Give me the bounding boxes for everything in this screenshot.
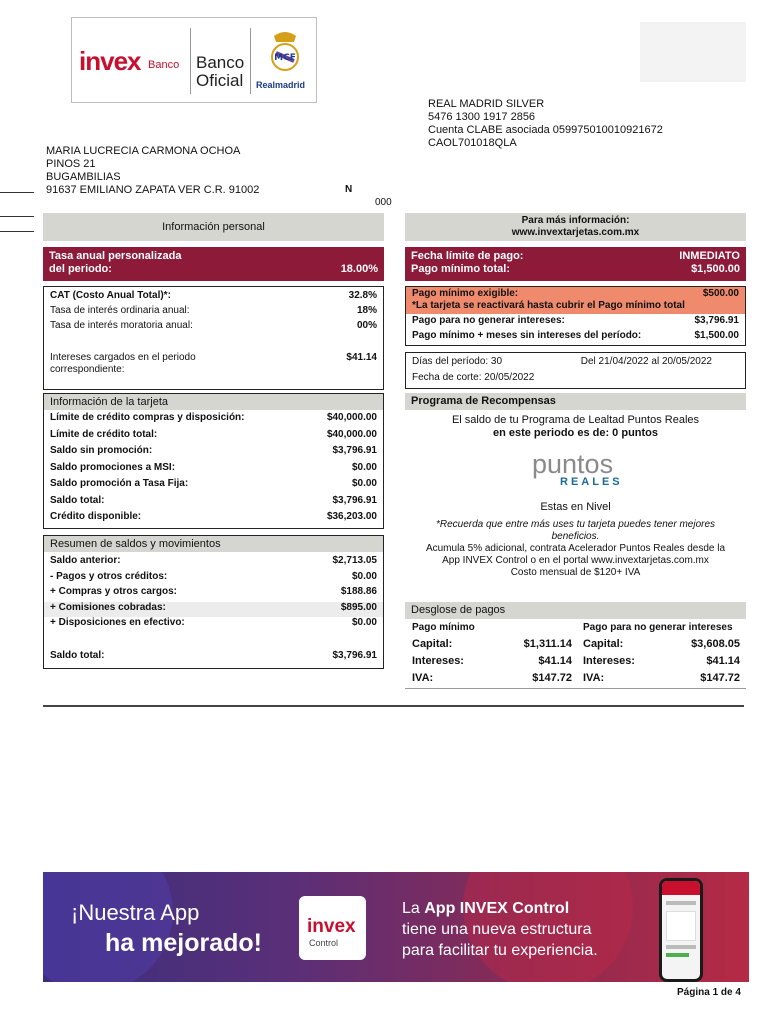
- saldo-total-row: Saldo total: $3,796.91: [50, 650, 377, 661]
- invex-wordmark: invex: [79, 46, 141, 76]
- tasa-anual-panel: [43, 247, 384, 281]
- resumen-row: - Pagos y otros créditos: $0.00: [50, 570, 377, 582]
- invex-realmadrid-logo: [71, 17, 317, 103]
- tarjeta-row: Saldo promociones a MSI: $0.00: [50, 461, 377, 473]
- customer-city: 91637 EMILIANO ZAPATA VER C.R. 91002: [46, 184, 260, 196]
- tarjeta-row: Saldo sin promoción: $3,796.91: [50, 445, 377, 456]
- recompensas-notes: *Recuerda que entre más uses tu tarjeta puedes tener mejores beneficios. Acumula 5% adicional, contrata Acelerador Puntos Reales desde la App INVEX Control o en el portal www.invextarjetas.com.mx Costo mensual de $120+ IVA: [425, 519, 726, 578]
- banner-line-2: ha mejorado!: [105, 929, 262, 957]
- realmadrid-label: Realmadrid: [256, 80, 306, 90]
- banner-shape: [43, 872, 173, 982]
- margin-mark: [0, 231, 34, 232]
- card-clabe: Cuenta CLABE asociada 059975010010921672: [428, 124, 663, 136]
- resumen-box: [43, 535, 384, 669]
- phone-mockup: [659, 878, 703, 982]
- no-intereses-row: Pago para no generar intereses: $3,796.91: [412, 315, 739, 326]
- pagos-box: [405, 286, 746, 346]
- intereses-row: Intereses cargados en el periodo correspondiente: $41.14: [50, 352, 377, 375]
- rates-box: [43, 286, 384, 390]
- tasa-label-2: del periodo:: [49, 263, 112, 275]
- tasa-value: 18.00%: [340, 263, 378, 275]
- nivel-text: Estas en Nivel: [540, 501, 611, 513]
- fecha-value: INMEDIATO: [679, 250, 740, 262]
- desglose-header: Desglose de pagos: [405, 602, 746, 619]
- tarjeta-row: Crédito disponible: $36,203.00: [50, 511, 377, 522]
- desglose-row: IVA: $147.72: [583, 672, 740, 684]
- info-line-2: www.invextarjetas.com.mx: [511, 227, 640, 238]
- resumen-row: + Compras y otros cargos: $188.86: [50, 586, 377, 597]
- desglose-row: Capital: $3,608.05: [583, 638, 740, 650]
- desglose-row: Intereses: $41.14: [583, 655, 740, 667]
- tarjeta-row: Saldo total: $3,796.91: [50, 494, 377, 506]
- desglose-col-minimo: Pago mínimo Capital: $1,311.14 Intereses: $41.14 IVA: $147.72: [412, 622, 572, 689]
- minimo-label: Pago mínimo total:: [411, 263, 510, 275]
- customer-colony: BUGAMBILIAS: [46, 171, 121, 183]
- fecha-limite-panel: [405, 247, 746, 281]
- periodo-dias: Días del período: 30: [412, 356, 503, 367]
- exigible-highlight: Pago mínimo exigible: $500.00 *La tarjeta se reactivará hasta cubrir el Pago mínimo total: [406, 287, 745, 314]
- periodo-rango: Del 21/04/2022 al 20/05/2022: [580, 356, 712, 367]
- fecha-label: Fecha límite de pago:: [411, 250, 524, 262]
- margin-mark: [0, 216, 34, 217]
- customer-name: MARIA LUCRECIA CARMONA OCHOA: [46, 145, 241, 157]
- card-rfc: CAOL701018QLA: [428, 137, 517, 149]
- address-code: 000: [375, 197, 392, 208]
- msi-row: Pago mínimo + meses sin intereses del período: $1,500.00: [412, 330, 739, 341]
- recompensas-header: Programa de Recompensas: [405, 393, 746, 410]
- banco-oficial-1: Banco: [196, 53, 245, 72]
- banner-line-1: ¡Nuestra App: [71, 900, 200, 925]
- desglose-col-no-intereses: Pago para no generar intereses Capital: $3,608.05 Intereses: $41.14 IVA: $147.72: [583, 622, 740, 689]
- resumen-row: + Comisiones cobradas: $895.00: [44, 602, 383, 618]
- logo-divider-2: [250, 28, 251, 94]
- info-header: [405, 213, 746, 241]
- banco-small: Banco: [148, 59, 180, 71]
- invex-control-badge: invex Control: [299, 896, 366, 960]
- exigible-note: *La tarjeta se reactivará hasta cubrir el Pago mínimo total: [412, 300, 685, 311]
- customer-street: PINOS 21: [46, 158, 96, 170]
- tasa-label-1: Tasa anual personalizada: [49, 250, 182, 262]
- header-band: [640, 22, 746, 82]
- minimo-value: $1,500.00: [691, 263, 740, 275]
- logo-divider: [190, 28, 191, 94]
- section-divider: [43, 705, 744, 707]
- personal-header: Información personal: [43, 213, 384, 241]
- desglose-row: Capital: $1,311.14: [412, 638, 572, 650]
- customer-address: [46, 145, 259, 197]
- desglose-row: Intereses: $41.14: [412, 655, 572, 667]
- recompensas-line-1: El saldo de tu Programa de Lealtad Puntos Reales: [451, 414, 700, 426]
- rate-row: Tasa de interés moratoria anual: 00%: [50, 320, 377, 331]
- tarjeta-box: [43, 393, 384, 529]
- resumen-row: + Disposiciones en efectivo: $0.00: [50, 617, 377, 628]
- banco-oficial-2: Oficial: [196, 71, 244, 90]
- tarjeta-row: Límite de crédito compras y disposición: $40,000.00: [50, 412, 377, 423]
- rate-row: CAT (Costo Anual Total)*: 32.8%: [50, 290, 377, 301]
- recompensas-line-2: en este periodo es de: 0 puntos: [492, 427, 659, 439]
- resumen-rows: [44, 552, 383, 633]
- card-info: [428, 98, 663, 150]
- desglose-row: IVA: $147.72: [412, 672, 572, 684]
- margin-mark: [0, 192, 34, 193]
- real-madrid-crest-icon: [268, 26, 302, 76]
- periodo-corte: Fecha de corte: 20/05/2022: [412, 372, 535, 383]
- banner-right-text: La App INVEX Control tiene una nueva estructura para facilitar tu experiencia.: [402, 900, 598, 959]
- rate-row: Tasa de interés ordinaria anual: 18%: [50, 305, 377, 316]
- puntos-reales-logo: puntos REALES: [532, 449, 623, 488]
- svg-text:MCF: MCF: [274, 53, 296, 63]
- address-n: N: [345, 184, 353, 195]
- info-line-1: Para más información:: [521, 215, 630, 226]
- app-promo-banner[interactable]: [43, 872, 749, 982]
- resumen-header: Resumen de saldos y movimientos: [44, 536, 383, 552]
- resumen-row: Saldo anterior: $2,713.05: [50, 555, 377, 566]
- card-name: REAL MADRID SILVER: [428, 98, 545, 110]
- card-number: 5476 1300 1917 2856: [428, 111, 536, 123]
- page-number: Página 1 de 4: [677, 987, 741, 998]
- tarjeta-rows: [44, 410, 383, 530]
- tarjeta-row: Saldo promoción a Tasa Fija: $0.00: [50, 478, 377, 489]
- periodo-box: [405, 352, 746, 389]
- recompensas-text: [405, 414, 746, 440]
- tarjeta-header: Información de la tarjeta: [44, 394, 383, 410]
- tarjeta-row: Límite de crédito total: $40,000.00: [50, 428, 377, 440]
- desglose-bottom-rule: [405, 688, 746, 689]
